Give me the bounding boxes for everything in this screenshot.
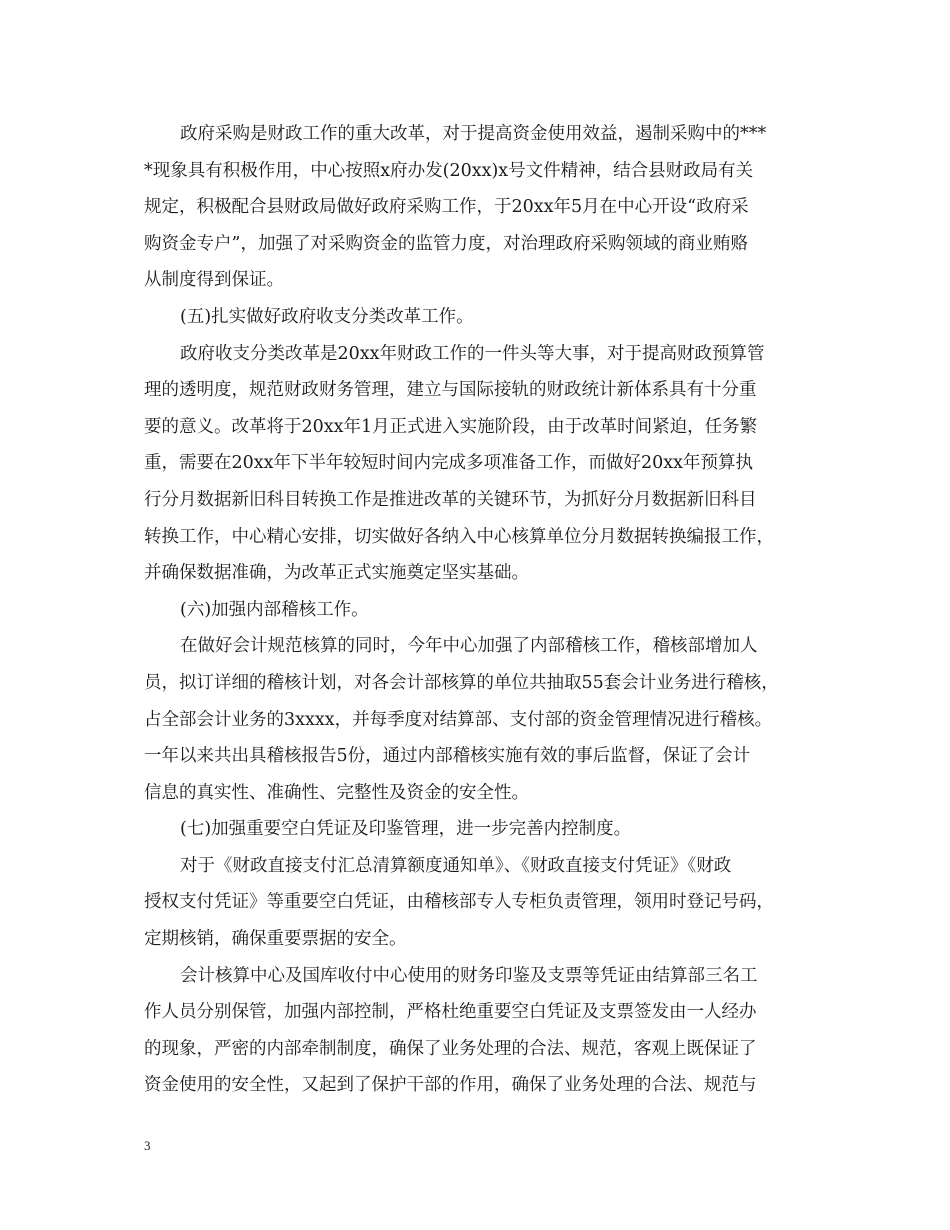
- text-line: 规定，积极配合县财政局做好政府采购工作，于20xx年5月在中心开设“政府采: [144, 197, 749, 218]
- text-line: 会计核算中心及国库收付中心使用的财务印鉴及支票等凭证由结算部三名工: [180, 965, 758, 986]
- text-line: 转换工作，中心精心安排，切实做好各纳入中心核算单位分月数据转换编报工作，: [144, 526, 774, 547]
- text-line: 政府采购是财政工作的重大改革，对于提高资金使用效益，遏制采购中的***: [180, 124, 767, 144]
- text-line: 一年以来共出具稽核报告5份，通过内部稽核实施有效的事后监督，保证了会计: [144, 746, 751, 767]
- section-heading: (五)扎实做好政府收支分类改革工作。: [180, 306, 474, 327]
- text-line: 行分月数据新旧科目转换工作是推进改革的关键环节，为抓好分月数据新旧科目: [144, 489, 757, 510]
- text-line: 并确保数据准确，为改革正式实施奠定坚实基础。: [144, 563, 529, 584]
- document-body: [144, 116, 804, 1104]
- text-line: 的现象，严密的内部牵制制度，确保了业务处理的合法、规范，客观上既保证了: [144, 1038, 757, 1059]
- page-number: 3: [144, 1138, 151, 1153]
- text-line: 重，需要在20xx年下半年较短时间内完成多项准备工作，而做好20xx年预算执: [144, 453, 754, 474]
- text-line: 对于《财政直接支付汇总清算额度通知单》、《财政直接支付凭证》《财政: [180, 855, 732, 876]
- text-line: 购资金专户”，加强了对采购资金的监管力度，对治理政府采购领域的商业贿赂: [144, 233, 748, 254]
- section-heading: (六)加强内部稽核工作。: [180, 599, 369, 620]
- text-line: 要的意义。改革将于20xx年1月正式进入实施阶段，由于改革时间紧迫，任务繁: [144, 416, 758, 437]
- section-heading: (七)加强重要空白凭证及印鉴管理，进一步完善内控制度。: [180, 819, 632, 840]
- text-line: 作人员分别保管，加强内部控制，严格杜绝重要空白凭证及支票签发由一人经办: [144, 1002, 757, 1023]
- text-line: 理的透明度，规范财政财务管理，建立与国际接轨的财政统计新体系具有十分重: [144, 380, 757, 401]
- text-line: 授权支付凭证》等重要空白凭证，由稽核部专人专柜负责管理，领用时登记号码，: [144, 892, 774, 913]
- text-line: *现象具有积极作用，中心按照x府办发(20xx)x号文件精神，结合县财政局有关: [144, 160, 754, 181]
- text-line: 资金使用的安全性，又起到了保护干部的作用，确保了业务处理的合法、规范与: [144, 1075, 757, 1096]
- text-line: 政府收支分类改革是20xx年财政工作的一件头等大事，对于提高财政预算管: [180, 343, 765, 364]
- text-line: 占全部会计业务的3xxxx，并每季度对结算部、支付部的资金管理情况进行稽核。: [144, 709, 773, 730]
- text-line: 从制度得到保证。: [144, 270, 284, 291]
- text-line: 员，拟订详细的稽核计划，对各会计部核算的单位共抽取55套会计业务进行稽核，: [144, 672, 779, 693]
- text-line: 定期核销，确保重要票据的安全。: [144, 929, 407, 950]
- text-line: 在做好会计规范核算的同时，今年中心加强了内部稽核工作，稽核部增加人: [180, 636, 758, 657]
- text-line: 信息的真实性、准确性、完整性及资金的安全性。: [144, 782, 529, 803]
